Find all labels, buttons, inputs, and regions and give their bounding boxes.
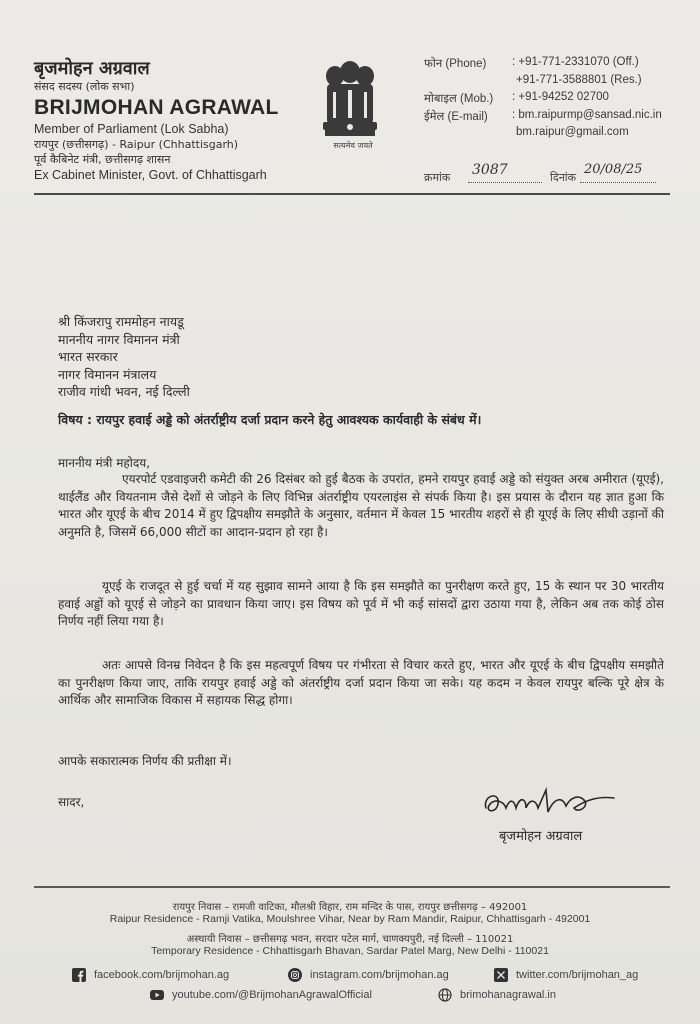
subject-line: विषय : रायपुर हवाई अड्डे को अंतर्राष्ट्रीय दर्जा प्रदान करने हेतु आवश्यक कार्यवाही के संबंध में। (58, 412, 482, 427)
date-label: दिनांक (550, 171, 577, 184)
x-twitter-icon (494, 968, 508, 982)
letter-date: 20/08/25 (584, 162, 643, 177)
footer-divider (34, 886, 670, 888)
ex-minister-english: Ex Cabinet Minister, Govt. of Chhattisgarh (34, 168, 267, 182)
facebook-handle: facebook.com/brijmohan.ag (94, 969, 230, 981)
paragraph-3: अतः आपसे विनम्र निवेदन है कि इस महत्वपूर्ण विषय पर गंभीरता से विचार करते हुए, भारत और यूएई के बीच द्विपक्षीय समझौते का पुनरीक्षण किया जाए, ताकि रायपुर हवाई अड्डे को अंतर्राष्ट्रीय दर्जा प्रदान किया जा सके। यह कदम न केवल रायपुर बल्कि पूरे क्षेत्र के आर्थिक और सामाजिक विकास में सहायक सिद्ध होगा। (58, 658, 664, 707)
addressee-line-1: श्री किंजरापु राममोहन नायडू (58, 314, 184, 329)
ref-number: 3087 (472, 162, 508, 178)
raipur-address-hindi: रायपुर निवास – रामजी वाटिका, मौलश्री विहार, राम मन्दिर के पास, रायपुर छत्तीसगढ़ – 492001 (172, 902, 528, 913)
handwritten-signature (474, 778, 624, 830)
youtube-link[interactable] (150, 988, 372, 1002)
header-divider (34, 193, 670, 195)
website-link[interactable] (438, 988, 556, 1002)
instagram-icon (288, 968, 302, 982)
name-hindi: बृजमोहन अग्रवाल (34, 58, 150, 79)
closing-line: आपके सकारात्मक निर्णय की प्रतीक्षा में। (58, 754, 232, 768)
raipur-address-english: Raipur Residence - Ramji Vatika, Moulshree Vihar, Near by Ram Mandir, Raipur, Chhattisgarh - 492001 (109, 913, 591, 925)
website-url: brimohanagrawal.in (460, 989, 556, 1001)
twitter-handle: twitter.com/brijmohan_ag (516, 969, 639, 981)
email-primary: : bm.raipurmp@sansad.nic.in (512, 108, 662, 121)
instagram-handle: instagram.com/brijmohan.ag (310, 969, 449, 981)
twitter-link[interactable] (494, 968, 638, 982)
phone-office: : +91-771-2331070 (Off.) (512, 56, 639, 68)
regards: सादर, (58, 795, 85, 809)
name-english: BRIJMOHAN AGRAWAL (34, 96, 279, 119)
signatory-name: बृजमोहन अग्रवाल (499, 829, 583, 844)
contact-block (424, 56, 694, 144)
designation-english: Member of Parliament (Lok Sabha) (34, 122, 229, 136)
temporary-address-hindi: अस्थायी निवास – छत्तीसगढ़ भवन, सरदार पटेल मार्ग, चाणक्यपुरी, नई दिल्ली – 110021 (186, 934, 514, 945)
youtube-icon (150, 988, 164, 1002)
instagram-link[interactable] (288, 968, 449, 982)
addressee-line-4: नागर विमानन मंत्रालय (58, 366, 157, 382)
addressee-line-3: भारत सरकार (58, 349, 118, 364)
salutation: माननीय मंत्री महोदय, (58, 456, 151, 470)
youtube-handle: youtube.com/@BrijmohanAgrawalOfficial (172, 989, 372, 1001)
email-secondary: bm.raipur@gmail.com (516, 126, 629, 138)
addressee-block (58, 313, 190, 401)
city-line: रायपुर (छत्तीसगढ़) - Raipur (Chhattisgarh) (34, 138, 239, 151)
temporary-address-english: Temporary Residence - Chhattisgarh Bhavan, Sardar Patel Marg, New Delhi - 110021 (151, 945, 549, 957)
ref-number-label: क्रमांक (424, 171, 451, 184)
facebook-link[interactable] (72, 968, 229, 982)
mobile-number: : +91-94252 02700 (512, 91, 609, 103)
emblem-motto: सत्यमेव जयते (333, 141, 373, 150)
facebook-icon (72, 968, 86, 982)
ex-minister-hindi: पूर्व कैबिनेट मंत्री, छत्तीसगढ़ शासन (34, 153, 171, 166)
letterhead-left (34, 58, 334, 183)
phone-residence: +91-771-3588801 (Res.) (516, 73, 642, 86)
addressee-line-2: माननीय नागर विमानन मंत्री (58, 331, 180, 347)
paragraph-1: एयरपोर्ट एडवाइजरी कमेटी की 26 दिसंबर को हुई बैठक के उपरांत, हमने रायपुर हवाई अड्डे को संयुक्त अरब अमीरात (यूएई), थाईलैंड और वियतनाम जैसे देशों से जोड़ने के लिए विभिन्न अंतर्राष्ट्रीय एयरलाइंस से संपर्क किया है। इस प्रयास के दौरान यह ज्ञात हुआ कि भारत और यूएई के बीच 2014 में हुए द्विपक्षीय समझौते के अनुसार, वर्तमान में केवल 15 भारतीय शहरों से ही यूएई के लिए सीधी उड़ानों की अनुमति है, जिसमें 66,000 सीटों का आदान-प्रदान हो रहा है। (58, 472, 664, 539)
addressee-line-5: राजीव गांधी भवन, नई दिल्ली (58, 384, 190, 399)
globe-www-icon (438, 988, 452, 1002)
phone-label: फोन (Phone) (424, 58, 487, 70)
email-label: ईमेल (E-mail) (424, 110, 488, 123)
designation-hindi: संसद सदस्य (लोक सभा) (34, 80, 135, 93)
paragraph-2: यूएई के राजदूत से हुई चर्चा में यह सुझाव सामने आया है कि इस समझौते का पुनरीक्षण करते हुए, 15 के स्थान पर 30 भारतीय हवाई अड्डों को यूएई से जोड़ने का प्रावधान किया जाए। इस विषय को पूर्व में भी कई सांसदों द्वारा उठाया गया है, लेकिन अब तक कोई ठोस निर्णय नहीं लिया गया है। (58, 579, 664, 628)
mobile-label: मोबाइल (Mob.) (424, 93, 494, 105)
